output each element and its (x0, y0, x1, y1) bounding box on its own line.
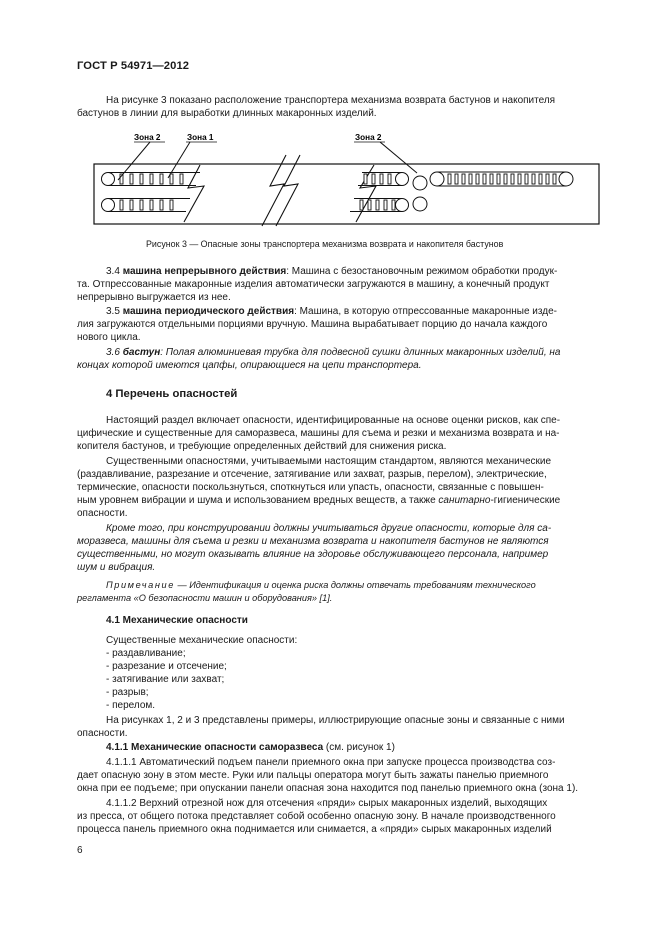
s41-item-5: - перелом. (106, 700, 156, 711)
def-3-4-line-1 (106, 265, 557, 278)
intro-line-1: На рисунке 3 показано расположение транспортера механизма возврата бастунов и накопителя (106, 95, 556, 106)
s4-p2-line-5: опасности. (77, 508, 128, 519)
bastun-rod (170, 174, 173, 184)
s4-p3-line-2: моразвеса, машины для съема и резки и механизма возврата и накопителя бастунов не являются (77, 536, 549, 547)
s41-intro: Существенные механические опасности: (106, 635, 298, 646)
bastun-rod (392, 200, 395, 210)
bastun-rod (150, 200, 153, 210)
s4-p3-line-1: Кроме того, при конструировании должны учитываться другие опасности, которые для са- (106, 523, 552, 534)
p4112-line-1: 4.1.1.2 Верхний отрезной нож для отсечения «пряди» сырых макаронных изделий, выходящих (106, 798, 548, 809)
def-3-5-line-2: лия загружаются отдельными порциями вручную. Машина вырабатывает порцию до начала каждого (77, 319, 548, 330)
s41-para-line-2: опасности. (77, 728, 128, 739)
def-3-4-num: 3.4 (106, 266, 120, 277)
document-header: ГОСТ Р 54971—2012 (77, 60, 190, 72)
bastun-rod (539, 174, 542, 184)
def-3-6-term: бастун (122, 347, 161, 358)
bastun-rod (376, 200, 379, 210)
bastun-rod (497, 174, 500, 184)
def-3-5-line-1 (106, 305, 557, 318)
bastun-rod (388, 174, 391, 184)
bastun-rod (511, 174, 514, 184)
s4-p1-line-2: цифические и существенные для самоpазвеса, машины для съема и резки и механизма возврата и на- (77, 428, 560, 439)
s4-p3-line-3: существенными, но могут оказывать влияние на здоровье обслуживающего персонала, например (77, 549, 549, 560)
bastun-rod (150, 174, 153, 184)
bastun-rod (469, 174, 472, 184)
bastun-rod (462, 174, 465, 184)
note-text-1: — Идентификация и оценка риска должны отвечать требованиям технического (174, 580, 536, 590)
break-middle (262, 155, 300, 226)
bastun-rod (180, 174, 183, 184)
s4-p3-line-4: шум и вибрация. (77, 562, 156, 573)
intro-line-2: бастунов в линии для выработки длинных макаронных изделий. (77, 108, 377, 119)
bastun-rod (368, 200, 371, 210)
bastun-rod (490, 174, 493, 184)
bastun-rod (546, 174, 549, 184)
bastun-rod (130, 200, 133, 210)
s4-p2-line-2: (раздавливание, разрезание и отсечение, затягивание или захват, разрыв, перелом), электрические, (77, 469, 547, 480)
s4-p2-line-1: Существенными опасностями, учитываемыми настоящим стандартом, являются механические (106, 456, 552, 467)
def-3-6-num: 3.6 (106, 347, 120, 358)
subsection-4-1-title: 4.1 Механические опасности (106, 615, 248, 626)
def-3-6-line-1 (106, 346, 560, 359)
note-line-1 (106, 580, 536, 590)
note-label: Примечание (106, 580, 175, 590)
figure-caption: Рисунок 3 — Опасные зоны транспортера механизма возврата и накопителя бастунов (146, 239, 504, 249)
right-bastuns (360, 174, 556, 210)
s4-p2-line-4 (77, 494, 560, 507)
bastun-rod (130, 174, 133, 184)
bastun-rod (140, 174, 143, 184)
bastun-rod (364, 174, 367, 184)
s4-p2-italic: санитарно (438, 495, 491, 506)
p4111-line-3: окна при ее подъеме; при опускании панели опасная зона находится под панелью приемного окна (зона 1). (77, 783, 579, 794)
s41-item-4: - разрыв; (106, 687, 149, 698)
bastun-rod (448, 174, 451, 184)
bastun-rod (170, 200, 173, 210)
bastun-rod (160, 174, 163, 184)
left-chain-lower (102, 199, 191, 212)
bastun-rod (532, 174, 535, 184)
s41-para-line-1: На рисунках 1, 2 и 3 представлены примеры, иллюстрирующие опасные зоны и связанные с ними (106, 715, 565, 726)
section-4-title: 4 Перечень опасностей (106, 388, 238, 400)
s41-item-1: - раздавливание; (106, 648, 186, 659)
break-left (184, 165, 204, 222)
def-3-5-term: машина периодического действия (122, 306, 295, 317)
bastun-rod (525, 174, 528, 184)
s41-item-2: - разрезание и отсечение; (106, 661, 227, 672)
bastun-rod (120, 200, 123, 210)
zone-1-label: Зона 1 (187, 133, 214, 142)
bastun-rod (476, 174, 479, 184)
zone-2-right-label: Зона 2 (355, 133, 382, 142)
left-bastuns (120, 174, 183, 210)
note-line-2: регламента «О безопасности машин и оборудования» [1]. (77, 593, 333, 603)
bastun-rod (504, 174, 507, 184)
bastun-rod (455, 174, 458, 184)
p4112-line-2: из пресса, от общего потока представляет собой особенно опасную зону. В начале производственного (77, 811, 556, 822)
subsection-4-1-1-heading (106, 741, 395, 754)
page-number: 6 (77, 845, 83, 856)
bastun-rod (518, 174, 521, 184)
bastun-rod (372, 174, 375, 184)
def-3-4-text-1: : Машина с безостановочным режимом обработки продук- (286, 266, 558, 277)
def-3-4-term: машина непрерывного действия (122, 266, 287, 277)
def-3-5-line-3: нового цикла. (77, 332, 141, 343)
bastun-rod (360, 200, 363, 210)
s4-p1-line-1: Настоящий раздел включает опасности, идентифицированные на основе оценки рисков, как спе- (106, 415, 561, 426)
bastun-rod (384, 200, 387, 210)
def-3-4-line-3: непрерывно выгружается из нее. (77, 292, 231, 303)
subsection-4-1-1-ref: (см. рисунок 1) (323, 742, 395, 753)
zone-2-left-label: Зона 2 (134, 133, 161, 142)
bastun-rod (483, 174, 486, 184)
p4111-line-1: 4.1.1.1 Автоматический подъем панели приемного окна при запуске процесса производства соз- (106, 757, 556, 768)
subsection-4-1-1-title: 4.1.1 Механические опасности самоpазвеса (106, 742, 324, 753)
s4-p1-line-3: копителя бастунов, и требующие определенных действий для снижения риска. (77, 441, 447, 452)
s4-p2-line-4-text: ным уровнем вибрации и шума и использованием вредных веществ, а также (77, 495, 439, 506)
p4112-line-3: процесса панель приемного окна поднимается или снимается, а «пряди» сырых макаронных изделий (77, 824, 552, 835)
def-3-6-text-1: : Полая алюминиевая трубка для подвесной сушки длинных макаронных изделий, на (160, 347, 561, 358)
def-3-4-line-2: та. Отпрессованные макаронные изделия автоматически загружаются в машину, а конечный продукт (77, 279, 550, 290)
bastun-rod (553, 174, 556, 184)
def-3-5-num: 3.5 (106, 306, 120, 317)
def-3-6-line-2: концах которой имеются цапфы, опирающиеся на цепи транспортера. (77, 360, 422, 371)
bastun-rod (140, 200, 143, 210)
p4111-line-2: дает опасную зону в этом месте. Руки или пальцы оператора могут быть зажаты панелью приемного (77, 770, 549, 781)
def-3-5-text-1: : Машина, в которую отпрессованные макаронные изде- (294, 306, 557, 317)
bastun-rod (380, 174, 383, 184)
bastun-rod (160, 200, 163, 210)
s4-p2-line-3: термические, опасности поскользнуться, споткнуться или упасть, опасности, связанные с повышен- (77, 482, 544, 493)
s41-item-3: - затягивание или захват; (106, 674, 225, 685)
s4-p2-tail: -гигиенические (490, 495, 561, 506)
